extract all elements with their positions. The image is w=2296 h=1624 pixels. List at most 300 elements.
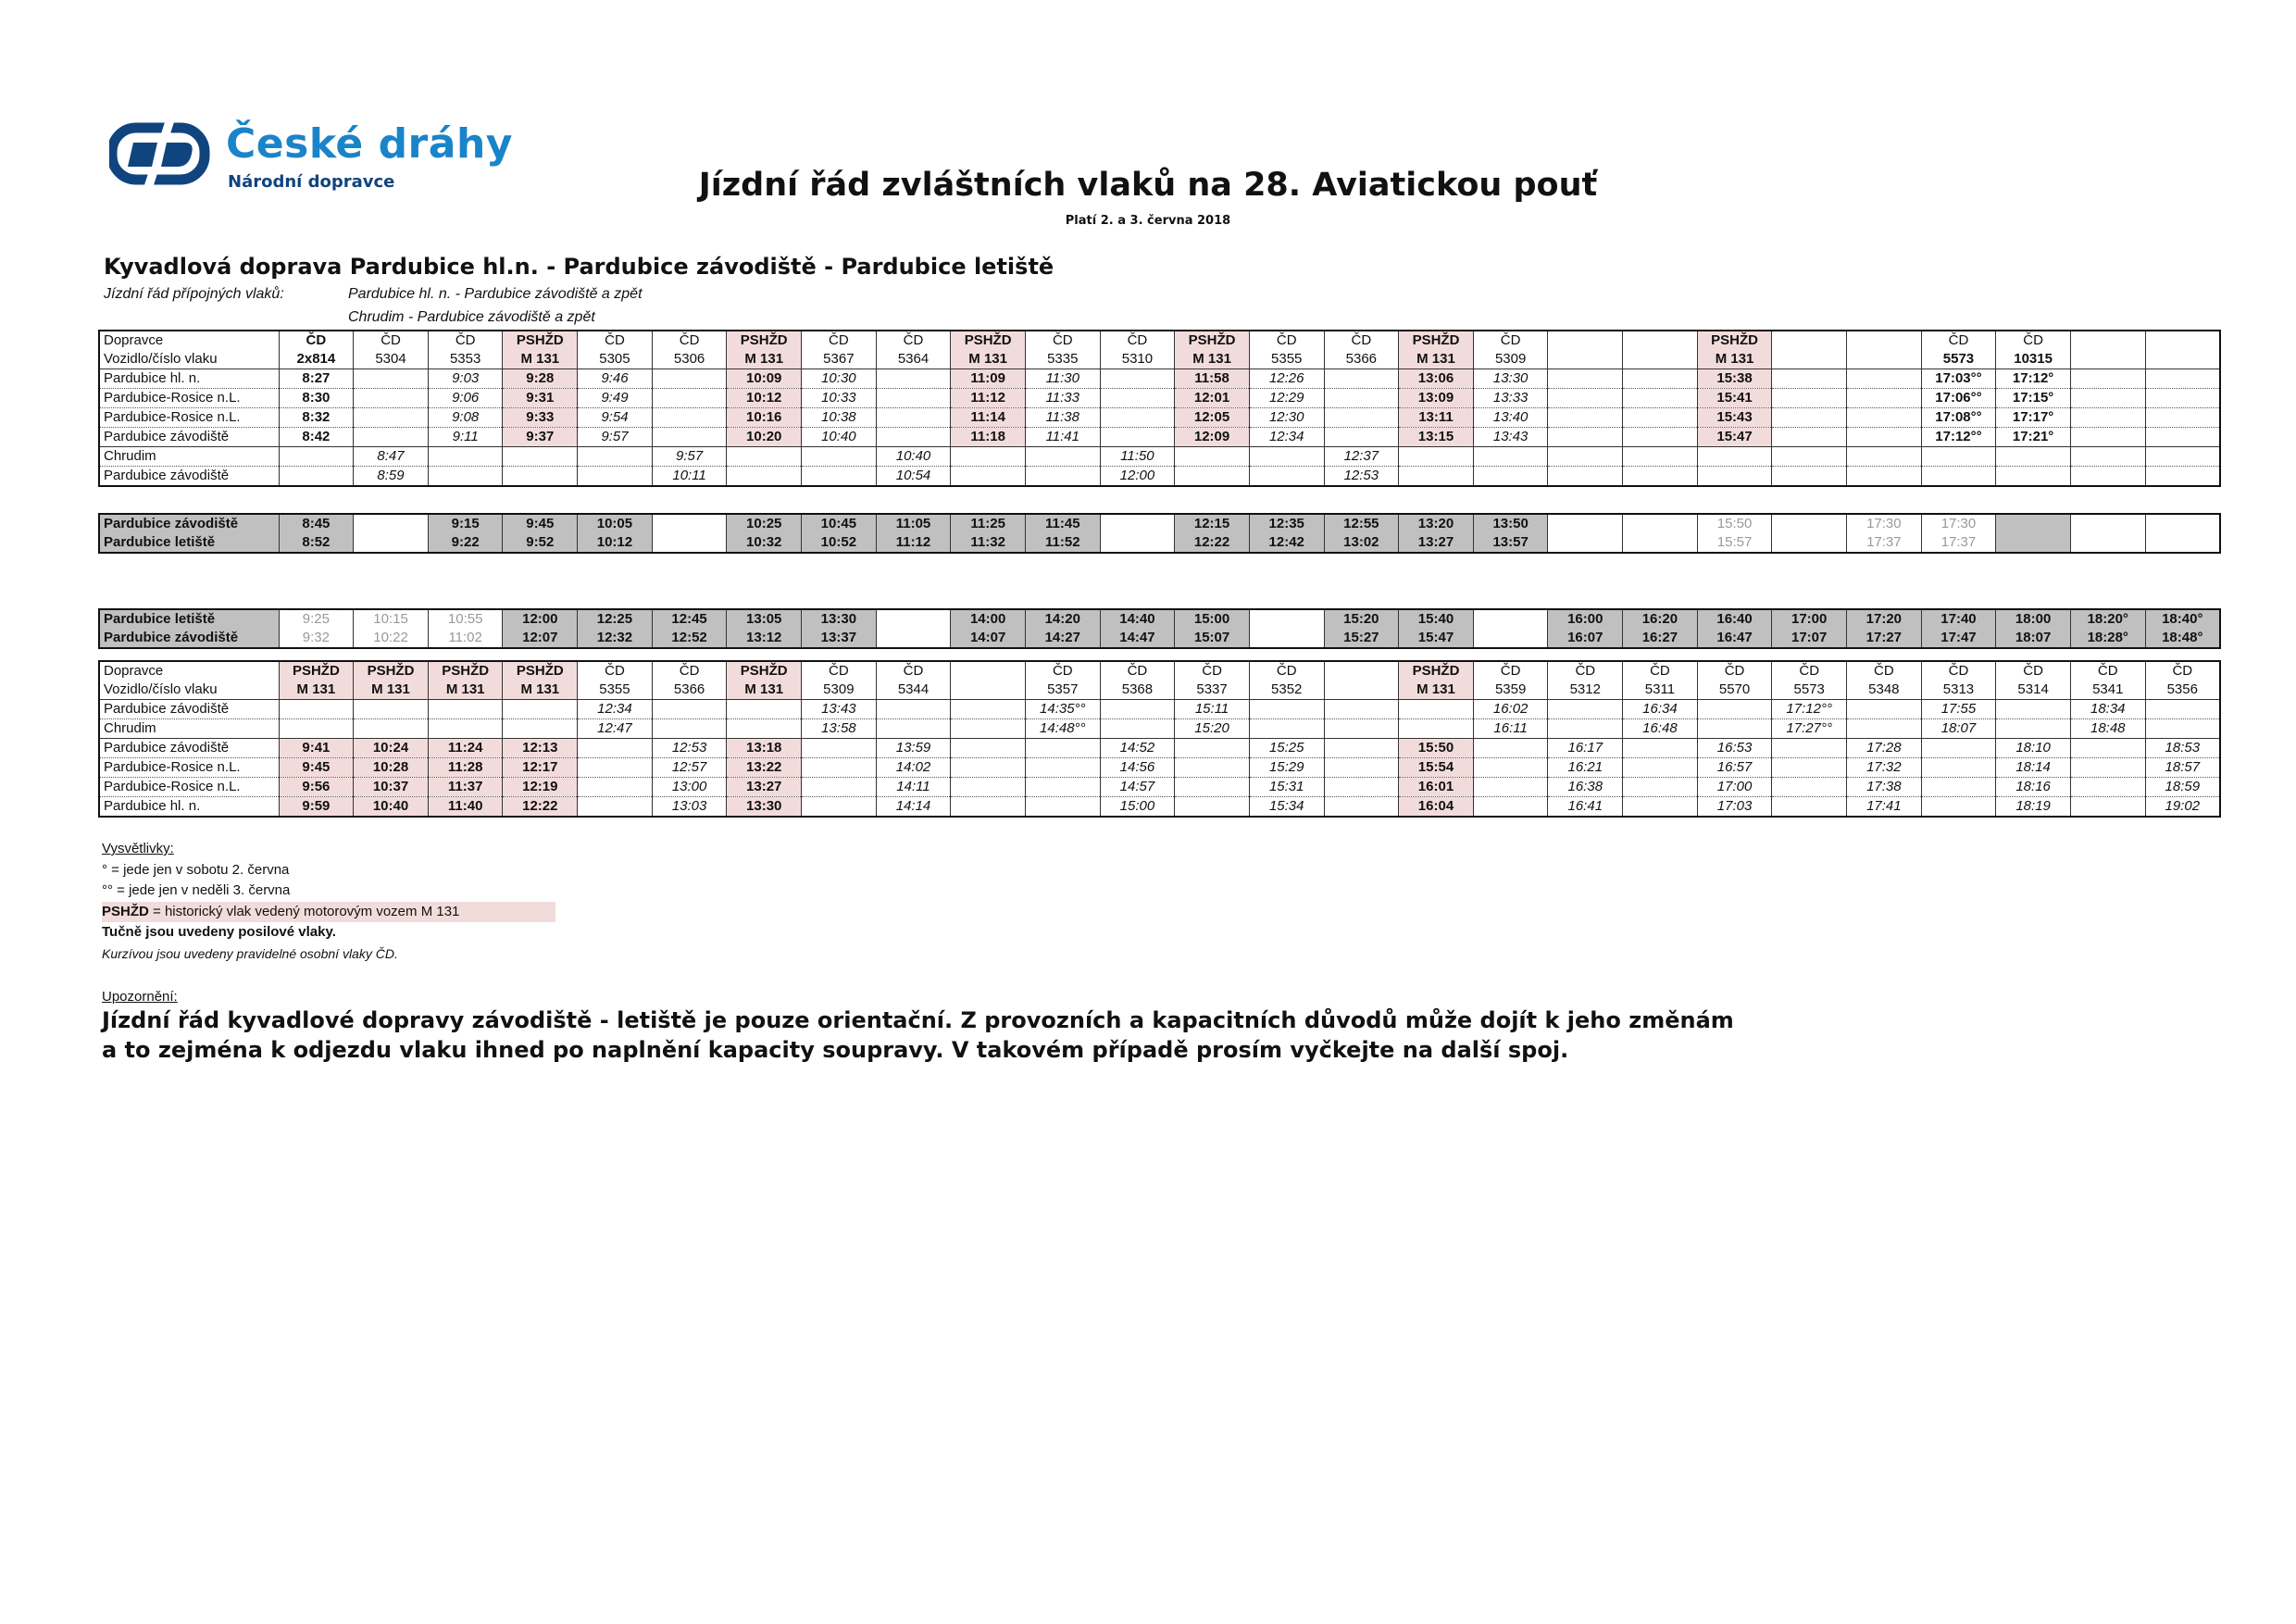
timetable-cell: 12:26 [1249,369,1324,389]
timetable-cell [1996,719,2071,739]
timetable-cell: ČD [2070,661,2145,681]
timetable-cell [354,533,429,553]
timetable-cell: PSHŽD [279,661,354,681]
timetable-cell: ČD [652,331,727,350]
timetable-cell [1623,758,1698,778]
timetable-cell: 12:42 [1249,533,1324,553]
timetable-cell [1324,661,1399,681]
timetable-cell: 12:35 [1249,514,1324,533]
timetable-cell [1772,408,1847,428]
timetable-cell: 11:05 [876,514,951,533]
legend-bold-note: Tučně jsou uvedeny posilové vlaky. [102,924,336,940]
timetable-cell [1921,467,1996,487]
timetable-cell [802,797,877,818]
timetable-cell: 15:43 [1697,408,1772,428]
timetable-cell: M 131 [503,681,578,700]
row-label: Pardubice závodiště [99,467,279,487]
timetable-cell [279,700,354,719]
timetable-cell [1548,467,1623,487]
timetable-cell [727,447,802,467]
timetable-cell [1548,447,1623,467]
timetable-cell [1324,408,1399,428]
timetable-cell: 17:27°° [1772,719,1847,739]
timetable-cell: ČD [1921,331,1996,350]
timetable-cell: 13:06 [1399,369,1474,389]
row-label: Pardubice závodiště [99,428,279,447]
timetable-cell: 14:56 [1100,758,1175,778]
timetable-cell: 10:11 [652,467,727,487]
timetable-cell: 18:28° [2070,629,2145,648]
timetable-cell [1623,533,1698,553]
timetable-cell: 10:30 [802,369,877,389]
timetable-row [99,350,2220,369]
timetable-cell: 9:49 [578,389,653,408]
timetable-cell: 5313 [1921,681,1996,700]
timetable-cell: 13:43 [802,700,877,719]
timetable-cell [2145,514,2220,533]
timetable-cell: ČD [802,661,877,681]
timetable-cell: 11:18 [951,428,1026,447]
timetable-cell: 15:38 [1697,369,1772,389]
row-label: Pardubice závodiště [99,700,279,719]
timetable-cell: 5304 [354,350,429,369]
timetable-cell: 5367 [802,350,877,369]
timetable-from-airfield [98,660,2221,818]
timetable-cell: 13:50 [1473,514,1548,533]
timetable-cell: 17:28 [1847,739,1922,758]
timetable-cell: 10:55 [428,609,503,629]
row-label: Pardubice-Rosice n.L. [99,389,279,408]
timetable-cell: 12:34 [578,700,653,719]
timetable-cell [1324,681,1399,700]
timetable-cell [1473,467,1548,487]
timetable-cell: 12:32 [578,629,653,648]
timetable-cell: 12:19 [503,778,578,797]
timetable-cell [1772,797,1847,818]
timetable-cell [1324,389,1399,408]
timetable-cell: 12:09 [1175,428,1250,447]
timetable-cell: PSHŽD [1697,331,1772,350]
timetable-cell: ČD [1772,661,1847,681]
timetable-cell: M 131 [1697,350,1772,369]
timetable-row [99,331,2220,350]
timetable-cell: 17:07 [1772,629,1847,648]
row-label: Pardubice hl. n. [99,369,279,389]
timetable-row [99,629,2220,648]
timetable-cell: ČD [354,331,429,350]
timetable-cell: 10:38 [802,408,877,428]
timetable-cell [2145,447,2220,467]
timetable-cell: 13:58 [802,719,877,739]
timetable-cell [727,700,802,719]
timetable-cell: 11:09 [951,369,1026,389]
timetable-cell [2070,447,2145,467]
timetable-cell [802,447,877,467]
timetable-cell: 18:48 [2070,719,2145,739]
timetable-row [99,609,2220,629]
timetable-cell [1473,758,1548,778]
timetable-cell [652,700,727,719]
timetable-cell: ČD [876,331,951,350]
timetable-cell: 18:14 [1996,758,2071,778]
timetable-cell [802,758,877,778]
timetable-cell: 11:28 [428,758,503,778]
timetable-cell: 9:54 [578,408,653,428]
timetable-cell [1548,331,1623,350]
timetable-cell: 11:37 [428,778,503,797]
timetable-cell: 17:32 [1847,758,1922,778]
timetable-cell: 11:40 [428,797,503,818]
timetable-cell [1324,369,1399,389]
row-label: Pardubice hl. n. [99,797,279,818]
timetable-cell [2070,389,2145,408]
timetable-cell [1847,389,1922,408]
timetable-cell: 9:33 [503,408,578,428]
brand-name: České dráhy [226,120,513,168]
timetable-cell: M 131 [951,350,1026,369]
timetable-cell [1548,350,1623,369]
timetable-cell: 15:29 [1249,758,1324,778]
timetable-cell [1847,408,1922,428]
timetable-cell [652,369,727,389]
timetable-cell: 16:17 [1548,739,1623,758]
timetable-cell [503,447,578,467]
timetable-cell [1996,533,2071,553]
timetable-cell: 9:22 [428,533,503,553]
timetable-cell: ČD [1100,661,1175,681]
timetable-cell [802,778,877,797]
legend-pshzd-abbr: PSHŽD [102,903,149,919]
timetable-cell: 9:37 [503,428,578,447]
timetable-cell: M 131 [1399,350,1474,369]
timetable-cell [2145,533,2220,553]
timetable-cell: 15:40 [1399,609,1474,629]
timetable-cell: 13:22 [727,758,802,778]
legend [102,839,555,964]
timetable-cell: 9:31 [503,389,578,408]
timetable-cell: 15:20 [1175,719,1250,739]
timetable-row [99,514,2220,533]
timetable-cell: 8:52 [279,533,354,553]
timetable-cell [1623,447,1698,467]
timetable-cell [1548,369,1623,389]
timetable-cell: 11:02 [428,629,503,648]
row-label: Pardubice letiště [99,533,279,553]
timetable-cell [1548,428,1623,447]
timetable-cell [2070,514,2145,533]
timetable-cell [1548,700,1623,719]
timetable-row [99,700,2220,719]
timetable-cell: 9:25 [279,609,354,629]
timetable-cell: 18:34 [2070,700,2145,719]
timetable-cell: 13:37 [802,629,877,648]
timetable-cell: 11:12 [876,533,951,553]
row-label: Vozidlo/číslo vlaku [99,681,279,700]
timetable-to-airfield [98,330,2221,487]
notice-heading: Upozornění: [102,989,178,1005]
timetable-cell [279,467,354,487]
timetable-cell: 5570 [1697,681,1772,700]
timetable-cell: 14:11 [876,778,951,797]
row-label: Pardubice-Rosice n.L. [99,408,279,428]
timetable-cell: ČD [1623,661,1698,681]
timetable-cell: 8:45 [279,514,354,533]
timetable-cell [1847,719,1922,739]
timetable-cell [1921,778,1996,797]
timetable-cell: ČD [2145,661,2220,681]
timetable-cell [1175,467,1250,487]
timetable-cell [1996,447,2071,467]
timetable-cell [428,467,503,487]
timetable-cell: 9:45 [503,514,578,533]
timetable-cell: 13:03 [652,797,727,818]
timetable-cell: 12:22 [1175,533,1250,553]
timetable-cell: 18:20° [2070,609,2145,629]
timetable-cell: 16:27 [1623,629,1698,648]
page-title: Jízdní řád zvláštních vlaků na 28. Aviatickou pouť [698,167,1598,204]
timetable-cell: ČD [1324,331,1399,350]
timetable-cell [876,700,951,719]
timetable-cell: 15:54 [1399,758,1474,778]
timetable-row [99,389,2220,408]
timetable-cell [876,389,951,408]
row-label: Pardubice závodiště [99,629,279,648]
timetable-cell [1025,778,1100,797]
timetable-cell [951,681,1026,700]
timetable-cell: 8:59 [354,467,429,487]
timetable-cell: 16:47 [1697,629,1772,648]
timetable-cell [1772,758,1847,778]
timetable-cell: 10:28 [354,758,429,778]
section-title: Kyvadlová doprava Pardubice hl.n. - Pardubice závodiště - Pardubice letiště [104,254,1054,280]
timetable-cell: 11:38 [1025,408,1100,428]
timetable-cell [1772,331,1847,350]
timetable-cell: 13:27 [727,778,802,797]
timetable-cell [2070,797,2145,818]
timetable-cell: 13:27 [1399,533,1474,553]
timetable-row [99,739,2220,758]
timetable-cell [1399,467,1474,487]
row-label: Dopravce [99,331,279,350]
timetable-cell [951,661,1026,681]
timetable-cell: ČD [1996,661,2071,681]
timetable-cell: 12:52 [652,629,727,648]
timetable-cell [578,739,653,758]
timetable-cell: 5311 [1623,681,1698,700]
notice-line-1: Jízdní řád kyvadlové dopravy závodiště - letiště je pouze orientační. Z provozních a kapacitních důvodů může dojít k jeho změnám [102,1007,1734,1033]
timetable-cell: ČD [1473,331,1548,350]
timetable-cell [2070,331,2145,350]
timetable-cell: PSHŽD [1175,331,1250,350]
timetable-cell: PSHŽD [951,331,1026,350]
timetable-cell [652,408,727,428]
timetable-cell: 18:48° [2145,629,2220,648]
timetable-cell: 15:25 [1249,739,1324,758]
row-label: Chrudim [99,447,279,467]
timetable-row [99,428,2220,447]
timetable-cell [354,700,429,719]
legend-double-degree: °° = jede jen v neděli 3. června [102,882,291,898]
timetable-cell: 17:37 [1847,533,1922,553]
timetable-cell: 17:20 [1847,609,1922,629]
timetable-cell: 9:56 [279,778,354,797]
timetable-cell: 9:32 [279,629,354,648]
timetable-cell: 11:33 [1025,389,1100,408]
timetable-cell: 12:00 [1100,467,1175,487]
timetable-cell [1697,447,1772,467]
timetable-cell: 16:00 [1548,609,1623,629]
connection-label: Jízdní řád přípojných vlaků: [104,286,284,302]
timetable-cell: 13:30 [1473,369,1548,389]
timetable-cell [802,467,877,487]
timetable-cell [1473,447,1548,467]
timetable-cell: 5356 [2145,681,2220,700]
timetable-cell: M 131 [428,681,503,700]
timetable-cell [876,629,951,648]
timetable-cell [354,408,429,428]
timetable-cell [652,514,727,533]
timetable-cell [2070,778,2145,797]
timetable-cell: 11:45 [1025,514,1100,533]
timetable-cell: 8:27 [279,369,354,389]
timetable-cell: 14:48°° [1025,719,1100,739]
timetable-cell: ČD [1996,331,2071,350]
timetable-cell: 14:14 [876,797,951,818]
timetable-cell: M 131 [727,350,802,369]
timetable-cell: 12:22 [503,797,578,818]
timetable-cell: 5573 [1921,350,1996,369]
timetable-cell: 12:53 [652,739,727,758]
timetable-cell [503,719,578,739]
timetable-cell: 15:20 [1324,609,1399,629]
timetable-cell: 15:07 [1175,629,1250,648]
timetable-cell: 18:07 [1996,629,2071,648]
timetable-cell: 13:30 [802,609,877,629]
timetable-cell: PSHŽD [428,661,503,681]
timetable-cell: 13:15 [1399,428,1474,447]
timetable-row [99,447,2220,467]
timetable-cell [2070,428,2145,447]
timetable-cell: 10:15 [354,609,429,629]
timetable-cell: ČD [1175,661,1250,681]
timetable-cell [652,719,727,739]
timetable-cell [1399,719,1474,739]
timetable-row [99,369,2220,389]
timetable-cell: 17:15° [1996,389,2071,408]
timetable-cell: 11:41 [1025,428,1100,447]
timetable-cell [1324,428,1399,447]
timetable-cell [1399,447,1474,467]
timetable-cell: 18:16 [1996,778,2071,797]
timetable-cell: 16:11 [1473,719,1548,739]
timetable-cell [2145,719,2220,739]
timetable-cell: 11:14 [951,408,1026,428]
timetable-cell: 12:55 [1324,514,1399,533]
timetable-cell: ČD [279,331,354,350]
timetable-cell: 14:52 [1100,739,1175,758]
row-label: Pardubice letiště [99,609,279,629]
timetable-cell: 18:40° [2145,609,2220,629]
timetable-cell: 15:57 [1697,533,1772,553]
timetable-cell: 8:47 [354,447,429,467]
timetable-cell: PSHŽD [1399,661,1474,681]
timetable-cell: 5357 [1025,681,1100,700]
timetable-cell: 11:24 [428,739,503,758]
timetable-cell: PSHŽD [503,661,578,681]
timetable-cell: 14:47 [1100,629,1175,648]
shuttle-airport-to-racecourse [98,608,2221,649]
timetable-cell: 5335 [1025,350,1100,369]
timetable-cell: ČD [1473,661,1548,681]
timetable-cell [578,797,653,818]
timetable-cell: 14:27 [1025,629,1100,648]
timetable-cell: 11:25 [951,514,1026,533]
timetable-cell: 16:34 [1623,700,1698,719]
timetable-cell [1473,778,1548,797]
timetable-cell: 9:11 [428,428,503,447]
timetable-cell [1772,778,1847,797]
timetable-cell [1249,467,1324,487]
timetable-cell: 16:40 [1697,609,1772,629]
timetable-cell: 14:40 [1100,609,1175,629]
legend-italic-note: Kurzívou jsou uvedeny pravidelné osobní vlaky ČD. [102,945,398,961]
timetable-cell: 9:15 [428,514,503,533]
timetable-cell [2145,389,2220,408]
timetable-cell: 5341 [2070,681,2145,700]
timetable-cell: PSHŽD [354,661,429,681]
timetable-cell: 15:27 [1324,629,1399,648]
timetable-cell [1847,428,1922,447]
timetable-cell [1100,533,1175,553]
timetable-cell [503,467,578,487]
timetable-cell: 5355 [1249,350,1324,369]
timetable-row [99,758,2220,778]
timetable-cell: 17:21° [1996,428,2071,447]
timetable-cell [1100,369,1175,389]
timetable-cell [1324,758,1399,778]
timetable-cell: 5309 [802,681,877,700]
timetable-row [99,533,2220,553]
timetable-cell: 12:01 [1175,389,1250,408]
timetable-cell: 9:28 [503,369,578,389]
timetable-cell: 10:45 [802,514,877,533]
timetable-cell: 17:00 [1697,778,1772,797]
timetable-cell: 14:57 [1100,778,1175,797]
timetable-cell: 17:08°° [1921,408,1996,428]
timetable-cell: 17:17° [1996,408,2071,428]
timetable-cell [2070,758,2145,778]
timetable-cell [1772,533,1847,553]
timetable-cell: ČD [1921,661,1996,681]
timetable-cell: 5344 [876,681,951,700]
timetable-cell [1548,533,1623,553]
timetable-cell [578,758,653,778]
timetable-cell [1623,369,1698,389]
timetable-cell: 17:00 [1772,609,1847,629]
timetable-cell [1772,369,1847,389]
timetable-cell: M 131 [279,681,354,700]
timetable-cell [1175,739,1250,758]
timetable-cell [951,467,1026,487]
timetable-cell [354,428,429,447]
timetable-cell: 8:42 [279,428,354,447]
timetable-cell: M 131 [354,681,429,700]
brand-tagline: Národní dopravce [228,172,395,192]
validity-subtitle: Platí 2. a 3. června 2018 [1065,214,1231,228]
timetable-cell: 18:53 [2145,739,2220,758]
timetable-cell [1772,739,1847,758]
timetable-cell: 9:06 [428,389,503,408]
